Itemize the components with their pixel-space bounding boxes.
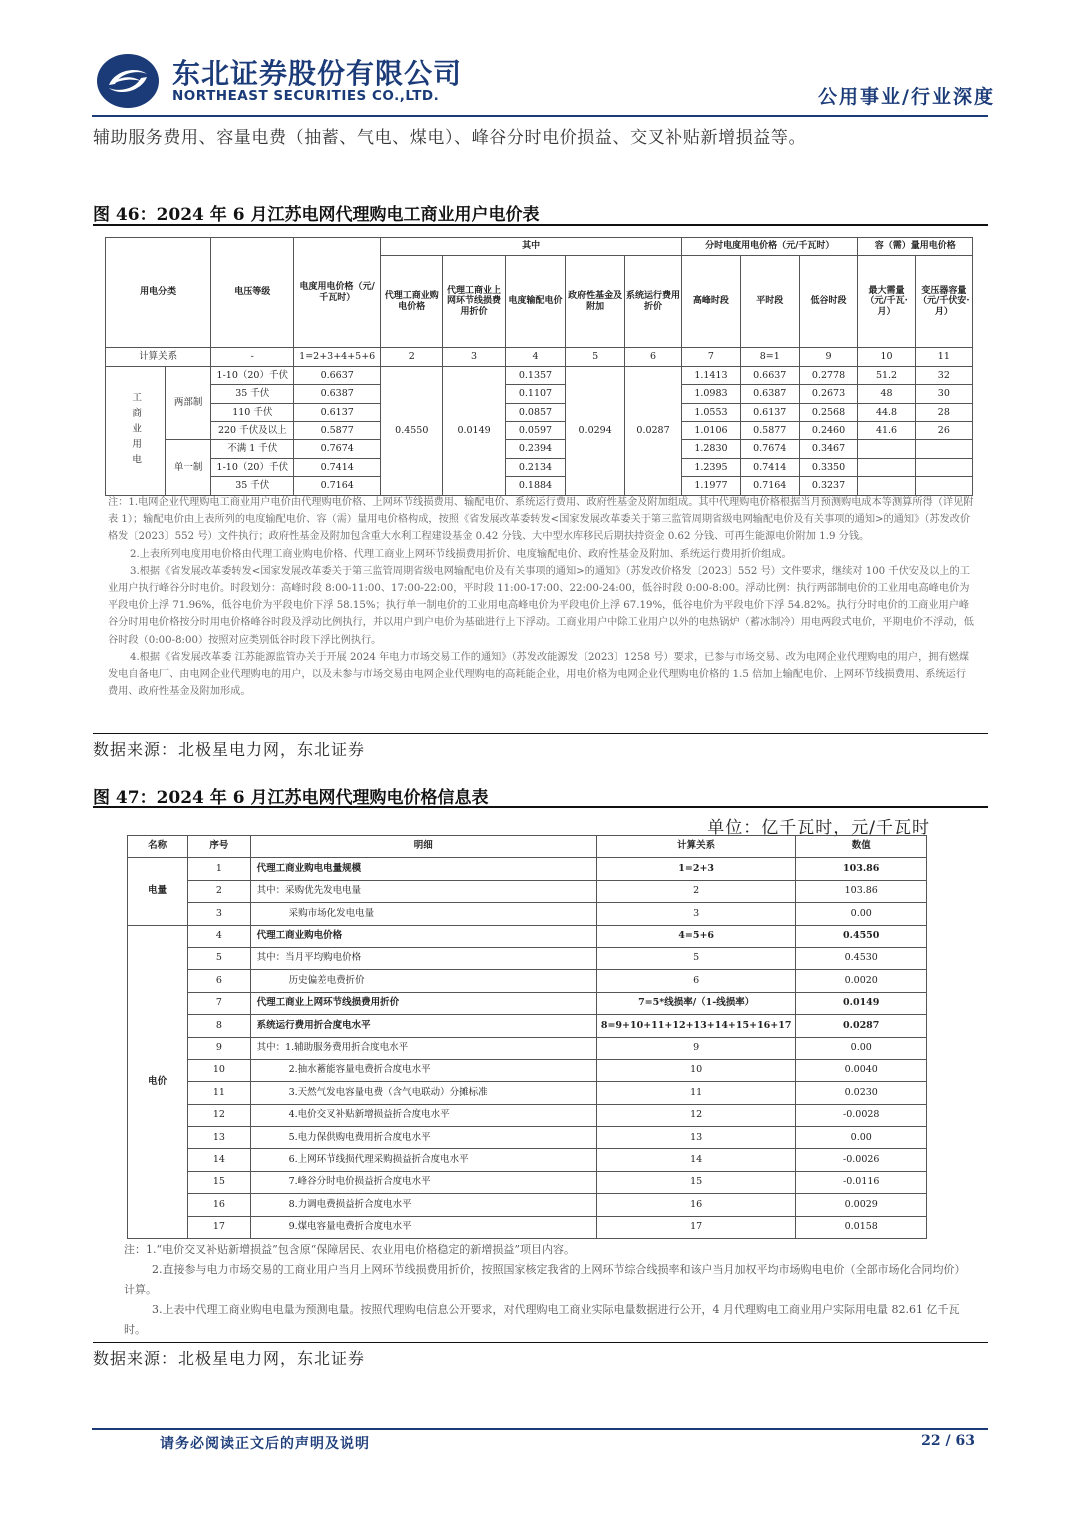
capacity-cell bbox=[915, 440, 972, 458]
peak-cell: 1.1977 bbox=[682, 477, 741, 495]
peak-cell: 1.1413 bbox=[682, 366, 741, 384]
two-part-label: 两部制 bbox=[165, 366, 210, 440]
row-value: 0.0287 bbox=[796, 1015, 927, 1037]
row-value: -0.0028 bbox=[796, 1104, 927, 1126]
row-number: 8 bbox=[188, 1015, 250, 1037]
figure-47-rule bbox=[93, 806, 988, 808]
row-calc: 17 bbox=[596, 1216, 796, 1238]
row-calc: 12 bbox=[596, 1104, 796, 1126]
row-detail: 7.峰谷分时电价损益折合度电水平 bbox=[250, 1171, 596, 1193]
peak-cell: 1.0553 bbox=[682, 403, 741, 421]
voltage-cell: 110 千伏 bbox=[211, 403, 294, 421]
head-value: 数值 bbox=[796, 836, 927, 858]
calc-cell: 计算关系 bbox=[106, 348, 211, 366]
valley-cell: 0.2568 bbox=[799, 403, 858, 421]
row-calc: 1=2+3 bbox=[596, 858, 796, 880]
valley-cell: 0.3467 bbox=[799, 440, 858, 458]
row-detail: 系统运行费用折合度电水平 bbox=[250, 1015, 596, 1037]
head-max-demand: 最大需量（元/千瓦·月） bbox=[858, 256, 915, 348]
demand-cell: 48 bbox=[858, 385, 915, 403]
footer-divider bbox=[92, 1428, 988, 1430]
table-row bbox=[128, 1194, 927, 1216]
price-cell: 0.7674 bbox=[294, 440, 381, 458]
head-detail: 明细 bbox=[250, 836, 596, 858]
head-loss-price: 代理工商业上网环节线损费用折价 bbox=[443, 256, 505, 348]
demand-cell bbox=[858, 477, 915, 495]
row-value: -0.0116 bbox=[796, 1171, 927, 1193]
head-sys-cost: 系统运行费用折价 bbox=[625, 256, 682, 348]
row-detail: 4.电价交叉补贴新增损益折合度电水平 bbox=[250, 1104, 596, 1126]
row-calc: 14 bbox=[596, 1149, 796, 1171]
calc-row bbox=[106, 348, 973, 366]
table-row bbox=[106, 458, 973, 476]
gov-fund-cell: 0.0294 bbox=[566, 366, 625, 495]
flat-cell: 0.6637 bbox=[740, 366, 799, 384]
transmission-cell: 0.1107 bbox=[505, 385, 566, 403]
head-peak: 高峰时段 bbox=[682, 256, 741, 348]
row-detail: 历史偏差电费折价 bbox=[250, 970, 596, 992]
peak-cell: 1.0983 bbox=[682, 385, 741, 403]
header-divider bbox=[92, 115, 988, 117]
row-calc: 4=5+6 bbox=[596, 925, 796, 947]
table-row bbox=[128, 1059, 927, 1081]
row-value: 0.0158 bbox=[796, 1216, 927, 1238]
loss-price-cell: 0.0149 bbox=[443, 366, 505, 495]
row-number: 6 bbox=[188, 970, 250, 992]
calc-cell: 9 bbox=[799, 348, 858, 366]
transmission-cell: 0.1884 bbox=[505, 477, 566, 495]
company-name-en: NORTHEAST SECURITIES CO.,LTD. bbox=[172, 88, 440, 104]
calc-cell: - bbox=[211, 348, 294, 366]
row-number: 13 bbox=[188, 1127, 250, 1149]
row-value: 0.00 bbox=[796, 1037, 927, 1059]
table-row bbox=[128, 1104, 927, 1126]
table-row bbox=[106, 366, 973, 384]
transmission-cell: 0.0857 bbox=[505, 403, 566, 421]
peak-cell: 1.2395 bbox=[682, 458, 741, 476]
row-value: 103.86 bbox=[796, 858, 927, 880]
figure-47-table bbox=[127, 835, 927, 1239]
row-value: 0.00 bbox=[796, 1127, 927, 1149]
flat-cell: 0.7414 bbox=[740, 458, 799, 476]
row-value: 0.0040 bbox=[796, 1059, 927, 1081]
row-detail: 6.上网环节线损代理采购损益折合度电水平 bbox=[250, 1149, 596, 1171]
sys-cost-cell: 0.0287 bbox=[625, 366, 682, 495]
capacity-cell: 30 bbox=[915, 385, 972, 403]
report-type: 公用事业/行业深度 bbox=[818, 86, 995, 108]
voltage-cell: 220 千伏及以上 bbox=[211, 421, 294, 439]
head-energy-price: 电度用电价格（元/千瓦时） bbox=[294, 238, 381, 348]
head-valley: 低谷时段 bbox=[799, 256, 858, 348]
valley-cell: 0.3237 bbox=[799, 477, 858, 495]
table-row bbox=[128, 1127, 927, 1149]
note-text: 注：1.电网企业代理购电工商业用户电价由代理购电价格、上网环节线损费用、输配电价、系统运行费用、政府性基金及附加组成。其中代理购电价格根据当月预测购电成本等测算所得（详见附表 1）；输配电价由上表所列的电度输配电价、容（需）量用电价格构成，按照《省发展改革委转发<国家发展改革委关于第三监管周期省级电网输配电价及有关事项的通知>的通知》（苏发改价格发〔2023〕552 号）文件执行；政府性基金及附加包含重大水利工程建设基金 0.42 分钱、大中型水库移民后期扶持资金 0.62 分钱、可再生能源电价附加 1.9 分钱。 bbox=[108, 497, 974, 543]
head-transmission: 电度输配电价 bbox=[505, 256, 566, 348]
table-row bbox=[128, 970, 927, 992]
flat-cell: 0.7164 bbox=[740, 477, 799, 495]
transmission-cell: 0.2394 bbox=[505, 440, 566, 458]
figure-47-unit: 单位：亿千瓦时，元/千瓦时 bbox=[707, 818, 930, 838]
price-cell: 0.7414 bbox=[294, 458, 381, 476]
row-detail: 代理工商业购电价格 bbox=[250, 925, 596, 947]
capacity-cell: 26 bbox=[915, 421, 972, 439]
note-text: 3.上表中代理工商业购电电量为预测电量。按照代理购电信息公开要求，对代理购电工商业实际电量数据进行公开，4 月代理购电工商业用户实际用电量 82.61 亿千瓦时。 bbox=[124, 1303, 960, 1336]
calc-cell: 3 bbox=[443, 348, 505, 366]
price-cell: 0.7164 bbox=[294, 477, 381, 495]
voltage-cell: 35 千伏 bbox=[211, 385, 294, 403]
row-calc: 13 bbox=[596, 1127, 796, 1149]
row-value: 0.4550 bbox=[796, 925, 927, 947]
table-row bbox=[128, 880, 927, 902]
head-capacity-group: 容（需）量用电价格 bbox=[858, 238, 973, 256]
transmission-cell: 0.2134 bbox=[505, 458, 566, 476]
calc-cell: 4 bbox=[505, 348, 566, 366]
valley-cell: 0.2673 bbox=[799, 385, 858, 403]
table-row bbox=[106, 403, 973, 421]
calc-cell: 11 bbox=[915, 348, 972, 366]
capacity-cell: 32 bbox=[915, 366, 972, 384]
row-number: 12 bbox=[188, 1104, 250, 1126]
figure-46-table bbox=[105, 237, 973, 496]
row-number: 15 bbox=[188, 1171, 250, 1193]
calc-cell: 8=1 bbox=[740, 348, 799, 366]
company-name-cn: 东北证券股份有限公司 bbox=[172, 57, 463, 90]
flat-cell: 0.5877 bbox=[740, 421, 799, 439]
row-calc: 2 bbox=[596, 880, 796, 902]
voltage-cell: 不满 1 千伏 bbox=[211, 440, 294, 458]
figure-46-rule bbox=[93, 224, 988, 226]
voltage-cell: 1-10（20）千伏 bbox=[211, 458, 294, 476]
figure-46-title: 图 46：2024 年 6 月江苏电网代理购电工商业用户电价表 bbox=[93, 205, 540, 225]
footer-disclaimer: 请务必阅读正文后的声明及说明 bbox=[160, 1436, 370, 1452]
row-number: 2 bbox=[188, 880, 250, 902]
row-number: 17 bbox=[188, 1216, 250, 1238]
calc-cell: 2 bbox=[381, 348, 443, 366]
table-row bbox=[128, 1015, 927, 1037]
flat-cell: 0.6387 bbox=[740, 385, 799, 403]
figure-47-notes bbox=[124, 1240, 964, 1340]
row-calc: 3 bbox=[596, 903, 796, 925]
row-value: -0.0026 bbox=[796, 1149, 927, 1171]
valley-cell: 0.3350 bbox=[799, 458, 858, 476]
valley-cell: 0.2460 bbox=[799, 421, 858, 439]
head-proxy-price: 代理工商业购电价格 bbox=[381, 256, 443, 348]
table-row bbox=[128, 903, 927, 925]
row-value: 0.4530 bbox=[796, 947, 927, 969]
row-number: 14 bbox=[188, 1149, 250, 1171]
table-row bbox=[128, 1149, 927, 1171]
table-row bbox=[106, 421, 973, 439]
side-group-label: 工商业用电 bbox=[106, 366, 166, 495]
table-row bbox=[128, 1171, 927, 1193]
row-detail: 9.煤电容量电费折合度电水平 bbox=[250, 1216, 596, 1238]
head-flat: 平时段 bbox=[740, 256, 799, 348]
table-row bbox=[128, 992, 927, 1014]
row-value: 0.0149 bbox=[796, 992, 927, 1014]
row-number: 5 bbox=[188, 947, 250, 969]
table-row bbox=[106, 385, 973, 403]
table-row bbox=[128, 1216, 927, 1238]
row-detail: 5.电力保供购电费用折合度电水平 bbox=[250, 1127, 596, 1149]
figure-46-bottom-rule bbox=[93, 733, 988, 734]
capacity-cell bbox=[915, 458, 972, 476]
row-number: 10 bbox=[188, 1059, 250, 1081]
row-calc: 11 bbox=[596, 1082, 796, 1104]
demand-cell: 44.8 bbox=[858, 403, 915, 421]
peak-cell: 1.2830 bbox=[682, 440, 741, 458]
valley-cell: 0.2778 bbox=[799, 366, 858, 384]
note-text: 注：1.“电价交叉补贴新增损益”包含原“保障居民、农业用电价格稳定的新增损益”项目内容。 bbox=[124, 1243, 575, 1256]
head-transformer: 变压器容量（元/千伏安·月） bbox=[915, 256, 972, 348]
page-number: 22 / 63 bbox=[921, 1433, 975, 1449]
company-logo bbox=[95, 52, 161, 110]
table-row bbox=[128, 947, 927, 969]
head-no: 序号 bbox=[188, 836, 250, 858]
transmission-cell: 0.1357 bbox=[505, 366, 566, 384]
row-calc: 7=5*线损率/（1-线损率） bbox=[596, 992, 796, 1014]
head-gov-fund: 政府性基金及附加 bbox=[566, 256, 625, 348]
intro-paragraph: 辅助服务费用、容量电费（抽蓄、气电、煤电）、峰谷分时电价损益、交叉补贴新增损益等。 bbox=[93, 128, 807, 148]
row-detail: 代理工商业上网环节线损费用折价 bbox=[250, 992, 596, 1014]
row-value: 0.0020 bbox=[796, 970, 927, 992]
capacity-cell bbox=[915, 477, 972, 495]
price-cell: 0.6637 bbox=[294, 366, 381, 384]
row-number: 4 bbox=[188, 925, 250, 947]
row-calc: 10 bbox=[596, 1059, 796, 1081]
capacity-cell: 28 bbox=[915, 403, 972, 421]
head-tou-group: 分时电度用电价格（元/千瓦时） bbox=[682, 238, 858, 256]
note-text: 2.直接参与电力市场交易的工商业用户当月上网环节线损费用折价，按照国家核定我省的上网环节综合线损率和该户当月加权平均市场购电电价（全部市场化合同均价）计算。 bbox=[124, 1263, 960, 1296]
figure-47-bottom-rule bbox=[93, 1342, 988, 1343]
note-text: 4.根据《省发展改革委 江苏能源监管办关于开展 2024 年电力市场交易工作的通知》（苏发改能源发〔2023〕1258 号）要求，已参与市场交易、改为电网企业代理购电的用户，拥有燃煤发电自备电厂、由电网企业代理购电的用户，以及未参与市场交易由电网企业代理购电的高耗能企业，用电价格为电网企业代理购电价格的 1.5 倍加上输配电价、上网环节线损费用、系统运行费用、政府性基金及附加形成。 bbox=[108, 651, 970, 698]
row-detail: 其中：1.辅助服务费用折合度电水平 bbox=[250, 1037, 596, 1059]
table-row bbox=[128, 1037, 927, 1059]
head-category: 用电分类 bbox=[106, 238, 211, 348]
head-name: 名称 bbox=[128, 836, 188, 858]
row-number: 7 bbox=[188, 992, 250, 1014]
row-value: 0.0230 bbox=[796, 1082, 927, 1104]
table-row bbox=[128, 858, 927, 880]
flat-cell: 0.7674 bbox=[740, 440, 799, 458]
peak-cell: 1.0106 bbox=[682, 421, 741, 439]
row-detail: 其中：当月平均购电价格 bbox=[250, 947, 596, 969]
calc-cell: 10 bbox=[858, 348, 915, 366]
table-row bbox=[106, 477, 973, 495]
transmission-cell: 0.0597 bbox=[505, 421, 566, 439]
demand-cell: 41.6 bbox=[858, 421, 915, 439]
row-calc: 8=9+10+11+12+13+14+15+16+17 bbox=[596, 1015, 796, 1037]
row-number: 16 bbox=[188, 1194, 250, 1216]
row-value: 0.00 bbox=[796, 903, 927, 925]
table-row bbox=[128, 925, 927, 947]
row-number: 9 bbox=[188, 1037, 250, 1059]
figure-47-source: 数据来源：北极星电力网，东北证券 bbox=[93, 1349, 366, 1368]
table-row bbox=[128, 1082, 927, 1104]
price-cell: 0.6137 bbox=[294, 403, 381, 421]
group-price-label: 电价 bbox=[128, 925, 188, 1238]
row-value: 103.86 bbox=[796, 880, 927, 902]
figure-47-title: 图 47：2024 年 6 月江苏电网代理购电价格信息表 bbox=[93, 788, 489, 808]
head-voltage: 电压等级 bbox=[211, 238, 294, 348]
row-number: 1 bbox=[188, 858, 250, 880]
note-text: 2.上表所列电度用电价格由代理工商业购电价格、代理工商业上网环节线损费用折价、电度输配电价、政府性基金及附加、系统运行费用折价组成。 bbox=[130, 548, 792, 560]
figure-46-notes bbox=[108, 494, 976, 700]
row-number: 11 bbox=[188, 1082, 250, 1104]
calc-cell: 1=2+3+4+5+6 bbox=[294, 348, 381, 366]
demand-cell bbox=[858, 458, 915, 476]
calc-cell: 7 bbox=[682, 348, 741, 366]
calc-cell: 6 bbox=[625, 348, 682, 366]
row-detail: 3.天然气发电容量电费（含气电联动）分摊标准 bbox=[250, 1082, 596, 1104]
calc-cell: 5 bbox=[566, 348, 625, 366]
row-detail: 2.抽水蓄能容量电费折合度电水平 bbox=[250, 1059, 596, 1081]
row-value: 0.0029 bbox=[796, 1194, 927, 1216]
flat-cell: 0.6137 bbox=[740, 403, 799, 421]
table-row bbox=[106, 440, 973, 458]
row-calc: 5 bbox=[596, 947, 796, 969]
group-energy-label: 电量 bbox=[128, 858, 188, 925]
row-detail: 采购市场化发电电量 bbox=[250, 903, 596, 925]
row-detail: 其中：采购优先发电电量 bbox=[250, 880, 596, 902]
row-calc: 9 bbox=[596, 1037, 796, 1059]
figure-46-source: 数据来源：北极星电力网，东北证券 bbox=[93, 740, 366, 759]
demand-cell bbox=[858, 440, 915, 458]
row-calc: 15 bbox=[596, 1171, 796, 1193]
head-among: 其中 bbox=[381, 238, 682, 256]
row-detail: 8.力调电费损益折合度电水平 bbox=[250, 1194, 596, 1216]
row-number: 3 bbox=[188, 903, 250, 925]
row-detail: 代理工商业购电电量规模 bbox=[250, 858, 596, 880]
head-calc: 计算关系 bbox=[596, 836, 796, 858]
row-calc: 6 bbox=[596, 970, 796, 992]
proxy-price-cell: 0.4550 bbox=[381, 366, 443, 495]
price-cell: 0.6387 bbox=[294, 385, 381, 403]
demand-cell: 51.2 bbox=[858, 366, 915, 384]
voltage-cell: 1-10（20）千伏 bbox=[211, 366, 294, 384]
price-cell: 0.5877 bbox=[294, 421, 381, 439]
note-text: 3.根据《省发展改革委转发<国家发展改革委关于第三监管周期省级电网输配电价及有关事项的通知>的通知》（苏发改价格发〔2023〕552 号）文件要求，继续对 100 千伏安及以上的工业用户执行峰谷分时电价。时段划分：高峰时段 8:00-11:00、17:00-22:00，平时段 11:00-17:00、22:00-24:00，低谷时段 0:00-8:00。浮动比例：执行两部制电价的工业用电高峰电价为平段电价上浮 71.96%，低谷电价为平段电价下浮 58.15%；执行单一制电价的工业用电高峰电价为平段电价上浮 67.19%，低谷电价为平段电价下浮 54.82%。执行分时电价的工商业用户峰谷分时用电价格按分时用电价格峰谷时段及浮动比例执行，并以用户到户电价为基础进行上下浮动。工商业用户中除工业用户以外的电热锅炉（蓄冰制冷）用电两段式电价，平期电价不浮动，低谷时段（0:00-8:00）按照对应类别低谷时段下浮比例执行。 bbox=[108, 565, 974, 646]
single-part-label: 单一制 bbox=[165, 440, 210, 495]
row-calc: 16 bbox=[596, 1194, 796, 1216]
voltage-cell: 35 千伏 bbox=[211, 477, 294, 495]
